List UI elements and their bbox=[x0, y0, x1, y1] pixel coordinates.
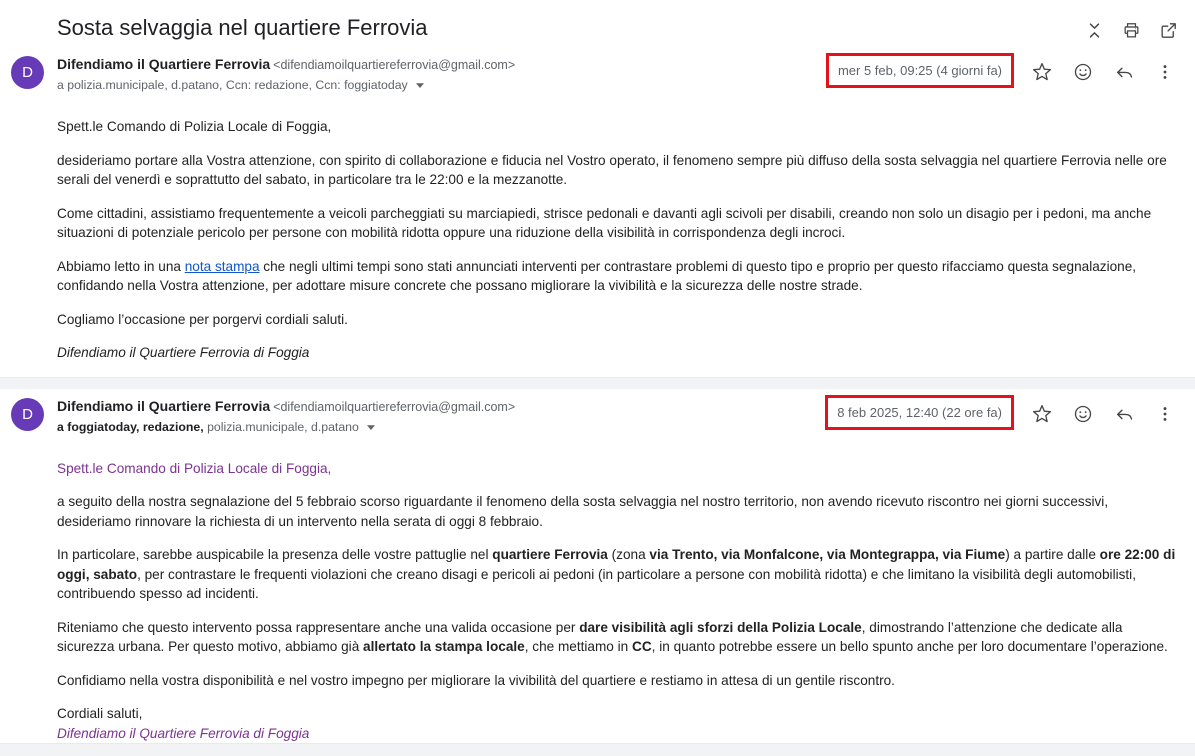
text-segment: (zona bbox=[607, 547, 650, 562]
email-message-2 bbox=[0, 389, 1195, 744]
header-right bbox=[826, 53, 1185, 88]
body-paragraph bbox=[57, 257, 1182, 296]
body-paragraph bbox=[57, 151, 1182, 190]
sender-address: <difendiamoilquartiereferrovia@gmail.com> bbox=[273, 58, 516, 72]
body-paragraph bbox=[57, 704, 1182, 724]
sender-line bbox=[57, 55, 826, 74]
body-paragraph bbox=[57, 204, 1182, 243]
text-segment: Come cittadini, assistiamo frequentemente a veicoli parcheggiati su marciapiedi, strisce pedonali e davanti agli scivoli per disabili, creando non solo un disagio per i pedoni, ma anche situazioni di potenziale pericolo per persone con mobilità ridotta oppure una riduzione della visibilità in corrispondenza degli incroci. bbox=[57, 205, 1152, 240]
text-segment: Riteniamo che questo intervento possa rappresentare anche una valida occasione per bbox=[57, 619, 580, 635]
text-segment: Cordiali saluti, bbox=[57, 706, 143, 721]
text-segment: ) a partire dalle bbox=[1005, 547, 1100, 562]
text-segment: desideriamo portare alla Vostra attenzione, con spirito di collaborazione e fiducia nel Vostro operato, il fenomeno sempre più diffuso della sosta selvaggia nel quartiere Ferrovia nelle ore serali del venerdì e soprattutto del sabato, in particolare tra le 22:00 e la mezzanotte. bbox=[57, 152, 1167, 187]
text-segment: allertato la stampa locale bbox=[363, 639, 525, 654]
header-right bbox=[825, 395, 1185, 430]
text-segment: , che mettiamo in bbox=[524, 639, 633, 654]
text-segment: Confidiamo nella vostra disponibilità e nel vostro impegno per migliorare la vivibilità del quartiere e restiamo in attesa di un gentile riscontro. bbox=[57, 672, 895, 688]
text-segment: polizia.municipale, d.patano bbox=[207, 419, 359, 434]
text-segment: Difendiamo il Quartiere Ferrovia di Foggia bbox=[57, 725, 310, 741]
email-message-1 bbox=[0, 47, 1195, 363]
recipients-line bbox=[57, 420, 825, 435]
text-segment: via Trento, via Monfalcone, via Montegrappa, via Fiume bbox=[649, 547, 1006, 562]
window-icons bbox=[1084, 13, 1181, 40]
date-highlight-box bbox=[826, 53, 1014, 88]
emoji-icon[interactable] bbox=[1062, 400, 1103, 428]
sender-line bbox=[57, 397, 825, 416]
reply-icon[interactable] bbox=[1103, 400, 1144, 428]
text-segment: In particolare, sarebbe auspicabile la presenza delle vostre pattuglie nel bbox=[57, 547, 493, 562]
text-segment: quartiere Ferrovia bbox=[492, 547, 608, 562]
star-icon[interactable] bbox=[1021, 400, 1062, 428]
chevron-down-icon[interactable] bbox=[415, 82, 425, 89]
more-options-icon[interactable] bbox=[1144, 58, 1185, 86]
star-icon[interactable] bbox=[1021, 58, 1062, 86]
text-segment: Spett.le Comando di Polizia Locale di Foggia, bbox=[57, 119, 332, 134]
text-segment: CC bbox=[632, 639, 652, 654]
recipients-line bbox=[57, 78, 826, 93]
sender-avatar[interactable]: D bbox=[11, 56, 44, 89]
text-segment: , dimostrando l’attenzione che dedicate alla sicurezza urbana. Per questo motivo, abbiamo già bbox=[57, 619, 1123, 654]
email-body bbox=[0, 93, 1195, 363]
recipients-text bbox=[57, 420, 359, 435]
reply-icon[interactable] bbox=[1103, 58, 1144, 86]
message-date: 8 feb 2025, 12:40 (22 ore fa) bbox=[837, 404, 1002, 420]
bottom-separator bbox=[0, 743, 1195, 756]
text-segment: a seguito della nostra segnalazione del 5 febbraio scorso riguardante il fenomeno della sosta selvaggia nel nostro territorio, non avendo ricevuto riscontro nei giorni successivi, desideriamo rinnovare la richiesta di un intervento nella serata di oggi 8 febbraio. bbox=[57, 494, 1109, 529]
email-body bbox=[0, 435, 1195, 744]
body-paragraph bbox=[57, 459, 1182, 479]
text-segment: Cogliamo l’occasione per porgervi cordiali saluti. bbox=[57, 311, 348, 327]
sender-address: <difendiamoilquartiereferrovia@gmail.com> bbox=[273, 399, 516, 414]
message-actions bbox=[1021, 395, 1185, 428]
sender-name: Difendiamo il Quartiere Ferrovia bbox=[57, 56, 271, 72]
more-options-icon[interactable] bbox=[1144, 400, 1185, 428]
sender-name: Difendiamo il Quartiere Ferrovia bbox=[57, 397, 271, 414]
subject-row bbox=[0, 0, 1195, 47]
message-separator bbox=[0, 377, 1195, 389]
text-segment: a polizia.municipale, d.patano, Ccn: redazione, Ccn: foggiatoday bbox=[57, 78, 408, 92]
open-in-new-icon[interactable] bbox=[1158, 20, 1178, 40]
text-segment: Difendiamo il Quartiere Ferrovia di Foggia bbox=[57, 345, 310, 360]
body-paragraph bbox=[57, 724, 1182, 744]
body-paragraph bbox=[57, 310, 1182, 330]
printer-icon[interactable] bbox=[1121, 20, 1141, 40]
inline-link[interactable]: nota stampa bbox=[184, 258, 260, 274]
date-highlight-box bbox=[825, 395, 1014, 430]
message-actions bbox=[1021, 53, 1185, 86]
text-segment: che negli ultimi tempi sono stati annunciati interventi per contrastare problemi di questo tipo e proprio per questo rifacciamo questa segnalazione, confidando nella Vostra attenzione, per adottare misure concrete che possano migliorare la vivibilità e la sicurezza delle nostre strade. bbox=[57, 258, 1137, 293]
sender-avatar[interactable]: D bbox=[11, 398, 44, 431]
text-segment: , per contrastare le frequenti violazioni che creano disagi e pericoli ai pedoni (in particolare a persone con mobilità ridotta) e che limitano la visibilità degli automobilisti, contribuendo spesso ad incidenti. bbox=[57, 566, 1136, 601]
text-segment: dare visibilità agli sforzi della Polizia Locale bbox=[579, 619, 862, 635]
body-paragraph bbox=[57, 117, 1182, 137]
email-header bbox=[0, 389, 1195, 435]
body-paragraph bbox=[57, 671, 1182, 691]
email-subject: Sosta selvaggia nel quartiere Ferrovia bbox=[57, 15, 428, 40]
text-segment: Abbiamo letto in una bbox=[57, 258, 185, 274]
chevron-down-icon[interactable] bbox=[366, 424, 376, 431]
collapse-all-icon[interactable] bbox=[1084, 20, 1104, 40]
recipients-text bbox=[57, 78, 408, 93]
body-paragraph bbox=[57, 343, 1182, 363]
body-paragraph bbox=[57, 545, 1182, 604]
sender-info bbox=[57, 53, 826, 93]
message-date: mer 5 feb, 09:25 (4 giorni fa) bbox=[837, 63, 1002, 78]
body-paragraph bbox=[57, 492, 1182, 531]
email-header bbox=[0, 47, 1195, 93]
text-segment: ore 22:00 di oggi, sabato bbox=[57, 547, 1176, 582]
text-segment: Spett.le Comando di Polizia Locale di Foggia, bbox=[57, 460, 332, 476]
sender-info bbox=[57, 395, 825, 435]
body-paragraph bbox=[57, 618, 1182, 657]
emoji-icon[interactable] bbox=[1062, 58, 1103, 86]
text-segment: a foggiatoday, redazione, bbox=[57, 419, 208, 434]
text-segment: , in quanto potrebbe essere un bello spunto anche per loro documentare l’operazione. bbox=[651, 639, 1168, 654]
